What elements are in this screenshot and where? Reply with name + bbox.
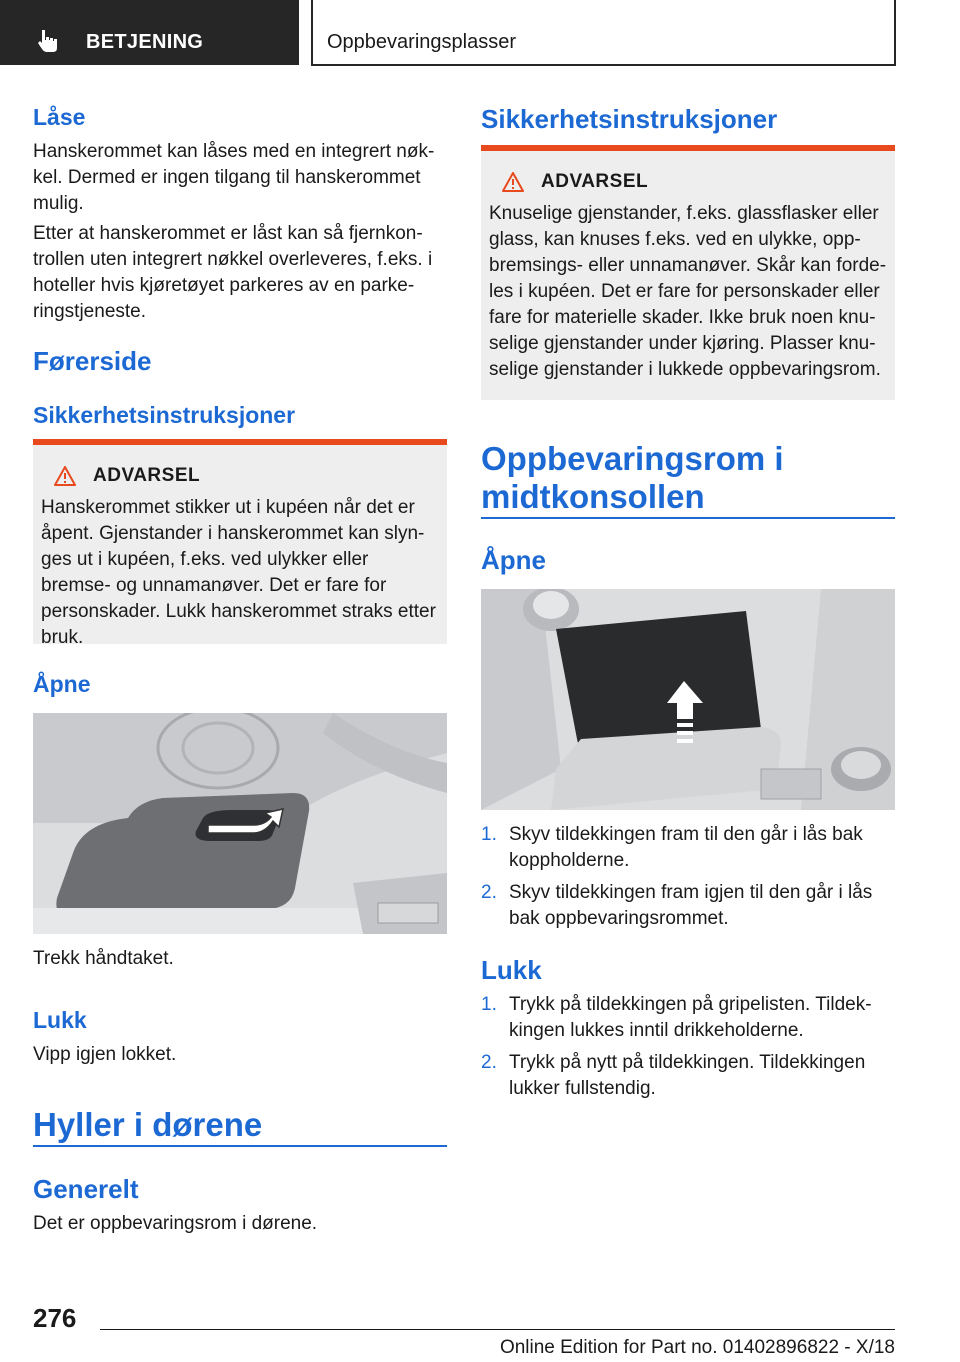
footer-edition: Online Edition for Part no. 01402896822 - X/18 [499,1337,895,1358]
heading-lukk-right: Lukk [481,955,542,985]
warning-box-right [481,145,895,400]
list-item [481,880,895,932]
warning-box-left [33,439,447,648]
list-item [481,1050,895,1102]
heading-midtkonsoll [481,440,784,516]
heading-lase: Låse [33,104,86,130]
caption-apne-left: Trekk håndtaket. [33,948,174,969]
step-number: 1. [481,824,497,845]
step-number: 1. [481,994,497,1015]
center-console-illustration [481,589,895,810]
step-number: 2. [481,882,497,903]
heading-apne-left: Åpne [33,671,91,697]
list-item [481,992,895,1044]
paragraph-lase-2: Etter at hanskerommet er låst kan så fjernkon-trollen uten integrert nøkkel overleveres, f.eks. i hoteller hvis kjøretøyet parkeres av en parke-ringstjeneste. [33,223,433,322]
heading-sikkerhet-right: Sikkerhetsinstruksjoner [481,104,778,134]
heading-apne-right: Åpne [481,545,546,575]
paragraph-lase-1: Hanskerommet kan låses med en integrert nøk-kel. Dermed er ingen tilgang til hanskerommet mulig. [33,141,435,214]
heading-forerside: Førerside [33,346,152,376]
steps-lukk [481,992,895,1108]
heading-generelt: Generelt [33,1174,139,1204]
hand-icon [34,26,64,56]
step-text: Trykk på nytt på tildekkingen. Tildekkingen lukker fullstendig. [509,1052,866,1099]
section-label: BETJENING [86,31,204,53]
warning-text: Hanskerommet stikker ut i kupéen når det er åpent. Gjenstander i hanskerommet kan slyn-ges ut i kupéen, f.eks. ved ulykker eller bremse- og unnamanøver. Det er fare for personskader. Lukk hanskerommet straks etter bruk. [41,497,436,648]
warning-title: ADVARSEL [93,465,201,486]
glovebox-illustration [33,713,447,934]
heading-rule [33,1145,447,1147]
steps-apne [481,822,895,938]
chapter-title: Oppbevaringsplasser [327,31,516,53]
heading-rule [481,517,895,519]
warning-text: Knuselige gjenstander, f.eks. glassflasker eller glass, kan knuses f.eks. ved en ulykke, opp-bremsings- eller unnamanøver. Skår kan forde-les i kupéen. Det er fare for personskader eller fare for materielle skader. Ikke bruk noen knu-selige gjenstander under kjøring. Plasser knu-selige gjenstander i lukkede oppbevaringsrom. [489,203,887,380]
heading-sikkerhet-left: Sikkerhetsinstruksjoner [33,402,296,428]
step-number: 2. [481,1052,497,1073]
step-text: Skyv tildekkingen fram til den går i lås bak koppholderne. [509,824,863,871]
heading-midtkonsoll-line-1: Oppbevaringsrom i [481,440,784,477]
section-tab [0,0,299,65]
heading-hyller: Hyller i dørene [33,1106,263,1143]
step-text: Trykk på tildekkingen på gripelisten. Tildek-kingen lukkes inntil drikkeholderne. [509,994,872,1041]
footer-rule [100,1329,895,1330]
chapter-tab [311,0,896,66]
warning-title: ADVARSEL [541,171,649,192]
warning-triangle-icon [502,172,524,192]
page-number: 276 [33,1303,77,1333]
list-item [481,822,895,874]
paragraph-generelt: Det er oppbevaringsrom i dørene. [33,1213,318,1234]
paragraph-lukk-left: Vipp igjen lokket. [33,1044,177,1065]
heading-lukk-left: Lukk [33,1007,87,1033]
step-text: Skyv tildekkingen fram igjen til den går i lås bak oppbevaringsrommet. [509,882,873,929]
heading-midtkonsoll-line-2: midtkonsollen [481,478,705,515]
warning-triangle-icon [54,466,76,486]
